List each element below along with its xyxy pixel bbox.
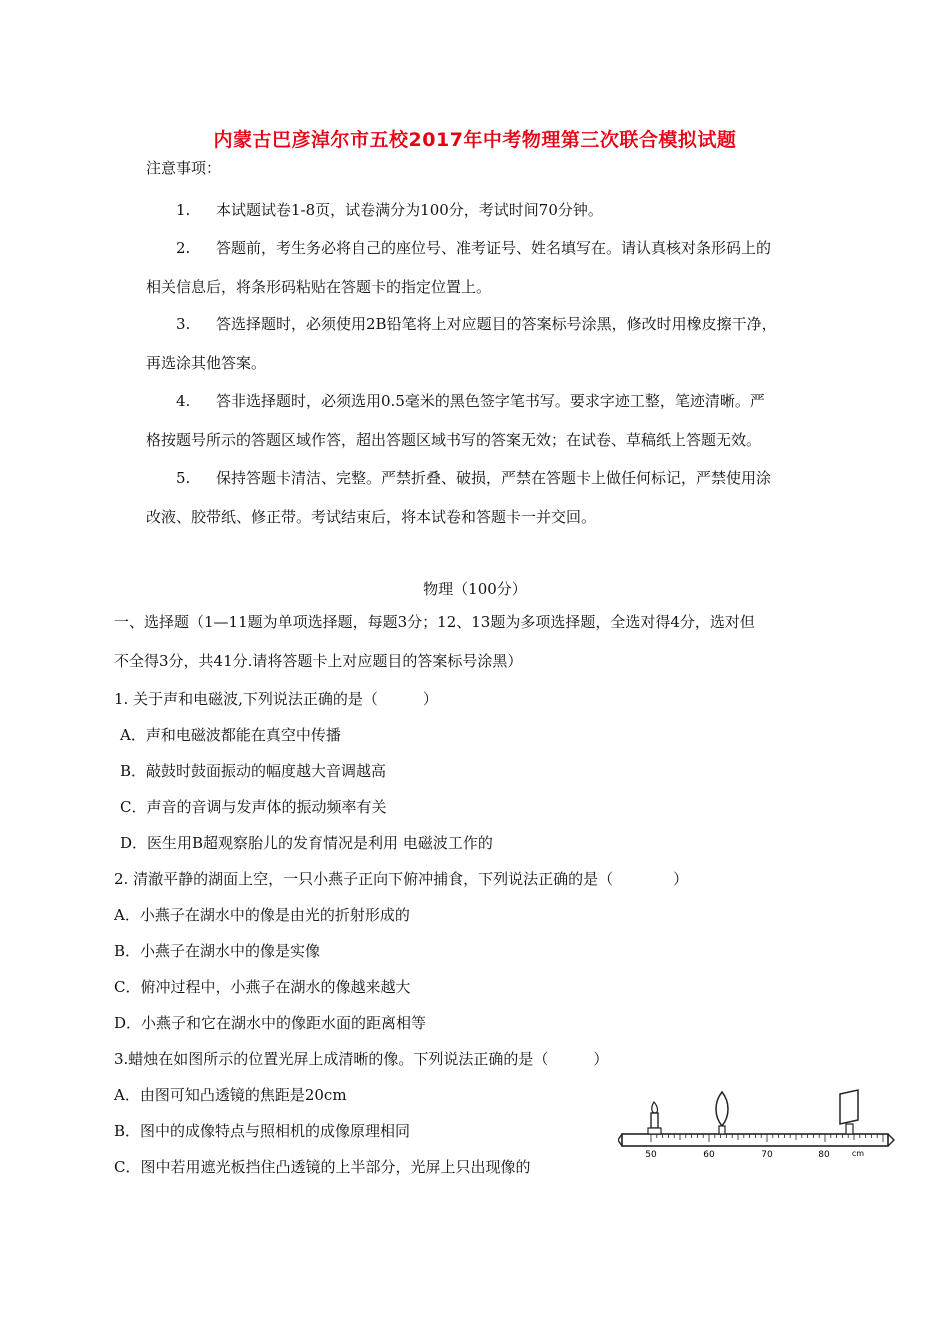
notice-heading: 注意事项： (146, 159, 222, 177)
notice-item-continuation: 相关信息后，将条形码粘贴在答题卡的指定位置上。 (146, 278, 492, 296)
page-title: 内蒙古巴彦淖尔市五校2017年中考物理第三次联合模拟试题 (213, 129, 737, 151)
notice-item-number: 5. (176, 469, 191, 487)
part-instructions: 一、选择题（1—11题为单项选择题，每题3分；12、13题为多项选择题，全选对得4分，选对但 (114, 613, 755, 631)
question-3-stem: 3.蜡烛在如图所示的位置光屏上成清晰的像。下列说法正确的是（ ） (114, 1050, 609, 1068)
notice-item-text: 本试题试卷1-8页，试卷满分为100分，考试时间70分钟。 (216, 201, 603, 219)
tick-label-70: 70 (761, 1150, 773, 1160)
tick-label-80: 80 (818, 1150, 830, 1160)
notice-item-continuation: 格按题号所示的答题区域作答，超出答题区域书写的答案无效；在试卷、草稿纸上答题无效。 (146, 431, 762, 449)
optical-bench-figure (618, 1088, 898, 1160)
notice-item-number: 2. (176, 239, 191, 257)
notice-item-text: 保持答题卡清洁、完整。严禁折叠、破损，严禁在答题卡上做任何标记，严禁使用涂 (216, 469, 772, 487)
notice-item-3 (176, 314, 777, 334)
notice-item-2 (176, 238, 771, 258)
question-3-option-b: B．图中的成像特点与照相机的成像原理相同 (114, 1122, 411, 1140)
part-instructions-continuation: 不全得3分，共41分.请将答题卡上对应题目的答案标号涂黑） (114, 652, 523, 670)
notice-item-text: 答题前，考生务必将自己的座位号、准考证号、姓名填写在。请认真核对条形码上的 (216, 239, 772, 257)
tick-label-60: 60 (703, 1150, 715, 1160)
question-1-option-a: A．声和电磁波都能在真空中传播 (120, 726, 341, 744)
tick-label-50: 50 (645, 1150, 657, 1160)
question-3-option-c: C．图中若用遮光板挡住凸透镜的上半部分，光屏上只出现像的 (114, 1158, 531, 1176)
notice-item-5 (176, 468, 771, 488)
convex-lens-icon (716, 1092, 728, 1134)
candle-icon (648, 1102, 661, 1134)
notice-item-number: 3. (176, 315, 191, 333)
notice-item-number: 4. (176, 392, 191, 410)
notice-item-number: 1. (176, 201, 191, 219)
question-1-option-c: C．声音的音调与发声体的振动频率有关 (120, 798, 387, 816)
notice-item-text: 答非选择题时，必须选用0.5毫米的黑色签字笔书写。要求字迹工整，笔迹清晰。严 (216, 392, 765, 410)
question-1-option-d: D．医生用B超观察胎儿的发育情况是利用 电磁波工作的 (120, 834, 493, 852)
question-3-option-a: A．由图可知凸透镜的焦距是20cm (114, 1086, 347, 1104)
question-2-stem: 2. 清澈平静的湖面上空，一只小燕子正向下俯冲捕食，下列说法正确的是（ ） (114, 870, 689, 888)
unit-label: cm (851, 1149, 865, 1158)
section-title: 物理（100分） (423, 580, 527, 598)
notice-item-continuation: 再选涂其他答案。 (146, 354, 267, 372)
question-2-option-a: A．小燕子在湖水中的像是由光的折射形成的 (114, 906, 410, 924)
notice-item-text: 答选择题时，必须使用2B铅笔将上对应题目的答案标号涂黑，修改时用橡皮擦干净， (216, 315, 777, 333)
question-2-option-d: D．小燕子和它在湖水中的像距水面的距离相等 (114, 1014, 427, 1032)
rail-right-end (888, 1134, 894, 1146)
scale-ticks (651, 1134, 883, 1142)
question-2-option-b: B．小燕子在湖水中的像是实像 (114, 942, 321, 960)
notice-item-4 (176, 391, 765, 411)
notice-item-continuation: 改液、胶带纸、修正带。考试结束后，将本试卷和答题卡一并交回。 (146, 508, 597, 526)
question-1-option-b: B．敲鼓时鼓面振动的幅度越大音调越高 (120, 762, 387, 780)
question-2-option-c: C．俯冲过程中，小燕子在湖水的像越来越大 (114, 978, 411, 996)
question-1-stem: 1. 关于声和电磁波,下列说法正确的是（ ） (114, 690, 438, 708)
notice-item-1 (176, 200, 603, 220)
light-screen-icon (840, 1090, 858, 1134)
